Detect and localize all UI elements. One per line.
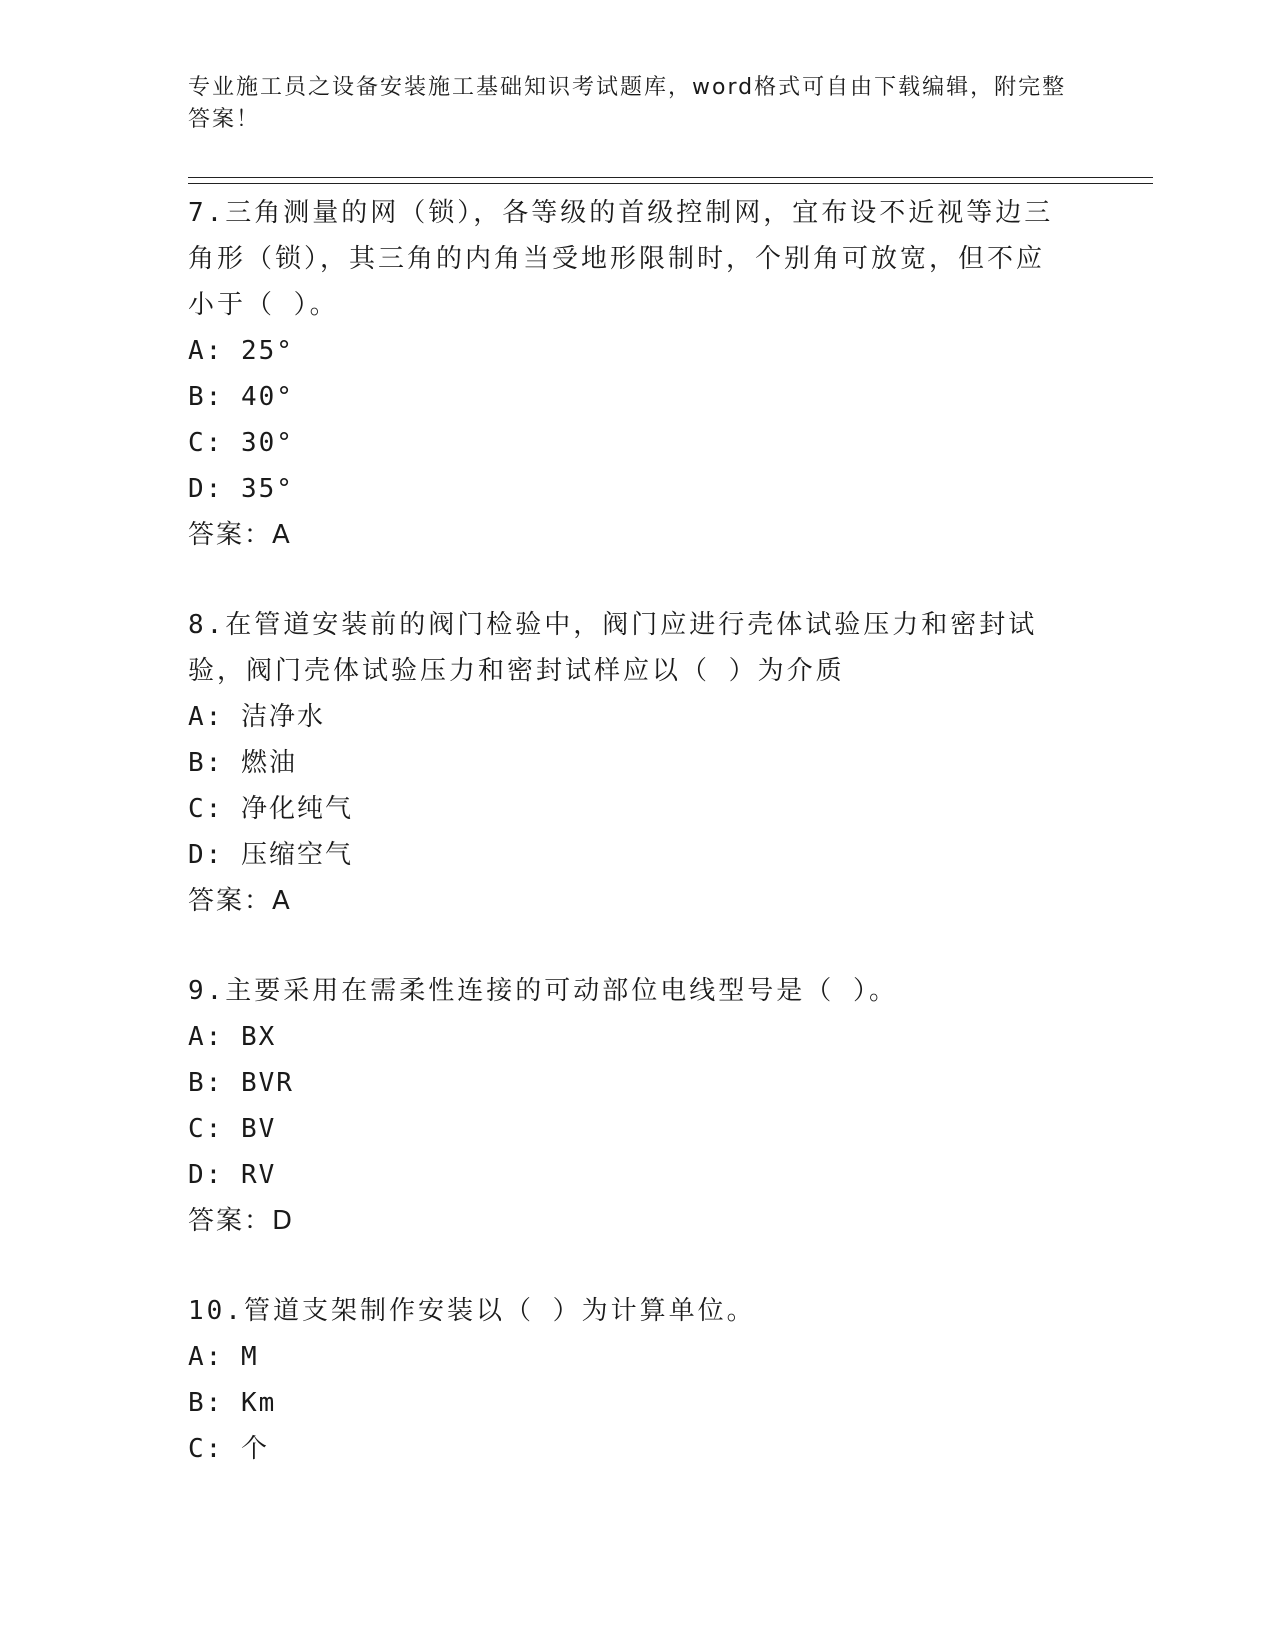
option-d: D: 压缩空气	[188, 840, 353, 870]
option-c: C: 个	[188, 1434, 269, 1464]
option-b: B: 40°	[188, 382, 294, 412]
question-gap	[188, 558, 1068, 602]
option-a: A: BX	[188, 1022, 277, 1052]
answer-line: 答案：A	[188, 520, 292, 550]
option-a: A: 25°	[188, 336, 294, 366]
option-d: D: 35°	[188, 474, 294, 504]
question-text: 10.管道支架制作安装以（ ）为计算单位。	[188, 1296, 756, 1326]
document-header: 专业施工员之设备安装施工基础知识考试题库，word格式可自由下载编辑，附完整答案！	[188, 75, 1067, 132]
option-a: A: M	[188, 1342, 259, 1372]
question-gap	[188, 1244, 1068, 1288]
option-b: B: 燃油	[188, 748, 297, 778]
option-b: B: Km	[188, 1388, 277, 1418]
question-9	[188, 968, 1068, 1244]
option-b: B: BVR	[188, 1068, 294, 1098]
answer-line: 答案：D	[188, 1206, 295, 1236]
option-d: D: RV	[188, 1160, 277, 1190]
question-text: 7.三角测量的网（锁），各等级的首级控制网，宜布设不近视等边三角形（锁），其三角的内角当受地形限制时，个别角可放宽，但不应小于（ ）。	[188, 198, 1054, 320]
question-list	[188, 190, 1068, 1472]
question-text: 8.在管道安装前的阀门检验中，阀门应进行壳体试验压力和密封试验，阀门壳体试验压力和密封试样应以（ ）为介质	[188, 610, 1038, 686]
header-divider-top	[188, 177, 1153, 178]
question-10	[188, 1288, 1068, 1472]
answer-line: 答案：A	[188, 886, 292, 916]
question-gap	[188, 924, 1068, 968]
option-c: C: 30°	[188, 428, 294, 458]
question-text: 9.主要采用在需柔性连接的可动部位电线型号是（ ）。	[188, 976, 898, 1006]
question-7	[188, 190, 1068, 558]
question-8	[188, 602, 1068, 924]
option-c: C: BV	[188, 1114, 277, 1144]
header-divider-bottom	[188, 183, 1153, 184]
option-c: C: 净化纯气	[188, 794, 353, 824]
option-a: A: 洁净水	[188, 702, 325, 732]
